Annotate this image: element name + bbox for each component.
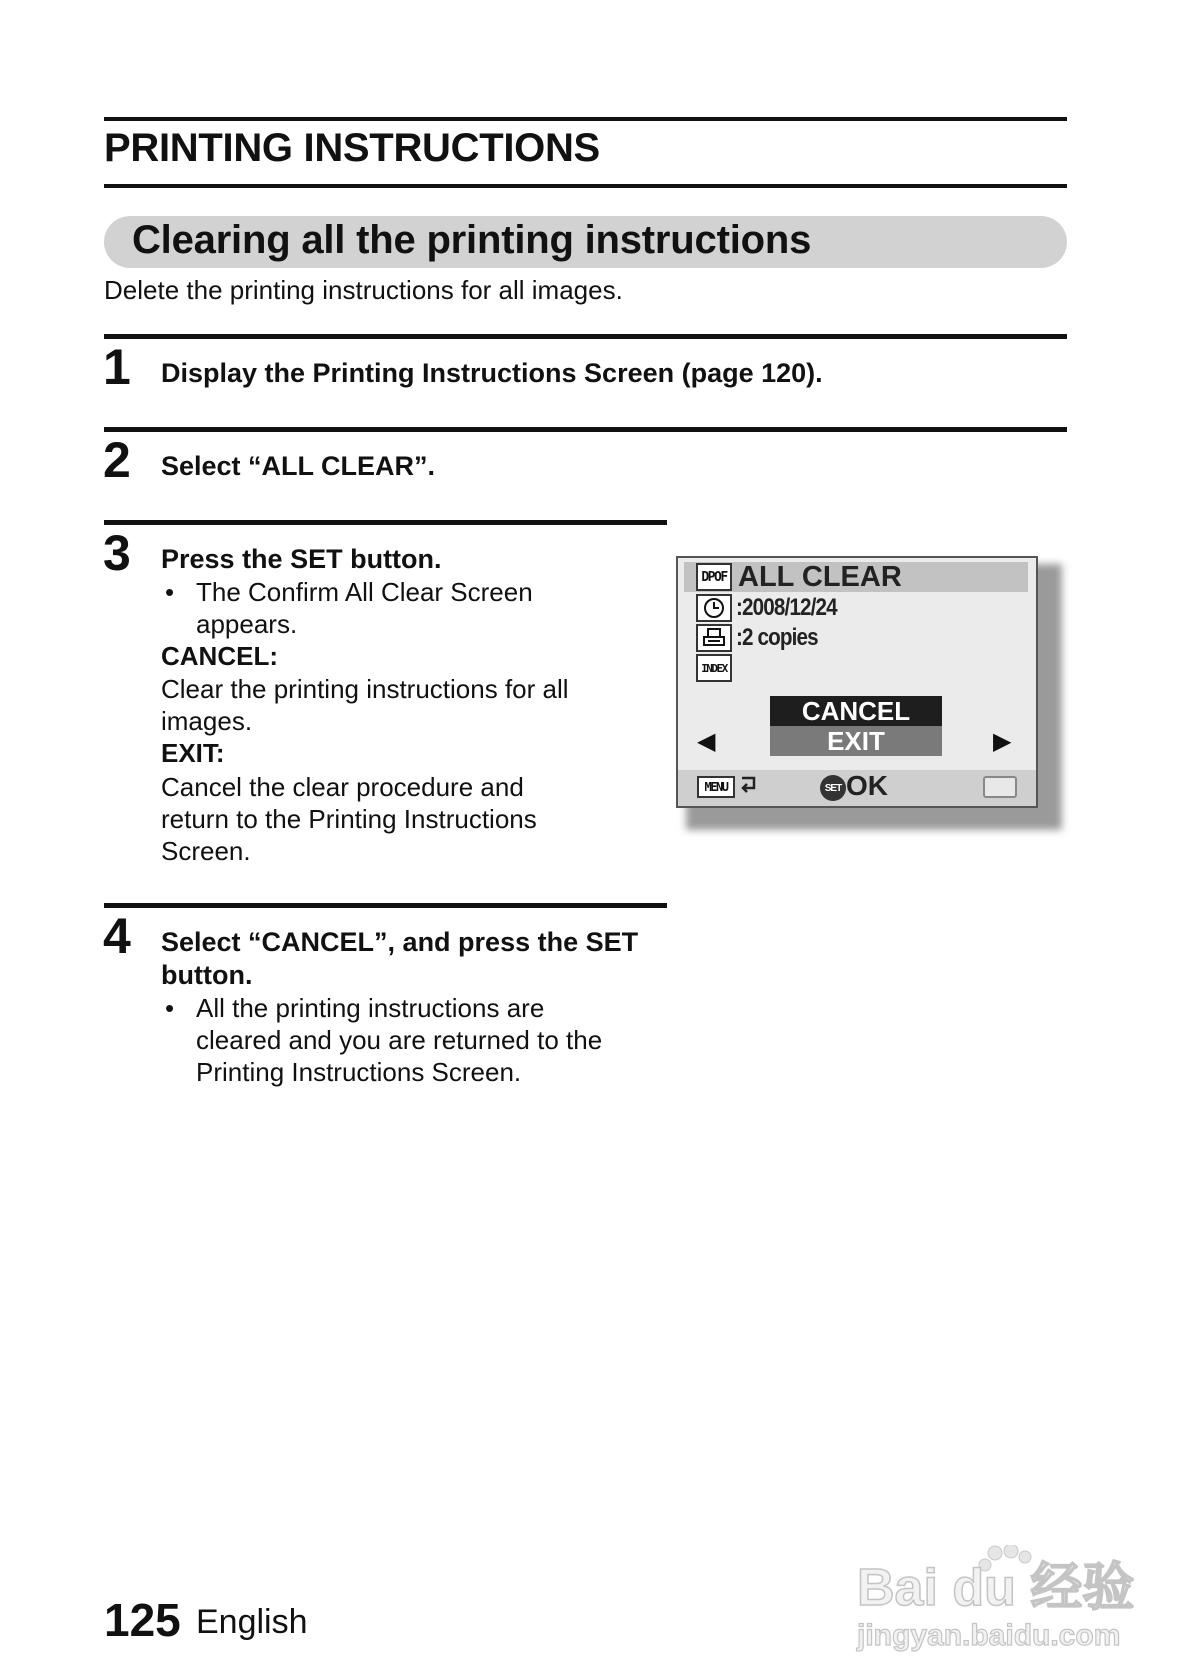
right-arrow-icon[interactable]: ▶ <box>993 728 1012 755</box>
section-title: PRINTING INSTRUCTIONS <box>104 126 600 170</box>
step-3-number: 3 <box>103 525 131 581</box>
step-4-bullet-line-3: Printing Instructions Screen. <box>196 1057 522 1087</box>
step-4-bullet-line-2: cleared and you are returned to the <box>196 1025 603 1055</box>
menu-icon[interactable]: MENU <box>697 776 735 798</box>
ok-label: OK <box>846 770 888 801</box>
step-2-number: 2 <box>103 432 131 488</box>
index-icon: INDEX <box>696 654 732 682</box>
screen-cancel-button[interactable]: CANCEL <box>770 696 942 726</box>
step-4-bullet-line-1: All the printing instructions are <box>196 993 545 1023</box>
step-4-bullet-dot: • <box>165 993 175 1023</box>
step-3-rule <box>104 520 667 525</box>
exit-desc-line-2: return to the Printing Instructions <box>161 804 537 834</box>
exit-desc-line-3: Screen. <box>161 836 251 866</box>
printer-icon <box>696 624 732 652</box>
step-4-title-line-2: button. <box>161 960 253 990</box>
screen-date: :2008/12/24 <box>736 594 837 621</box>
battery-icon <box>983 776 1017 798</box>
step-1-title: Display the Printing Instructions Screen (page 120). <box>161 358 823 388</box>
step-2-title: Select “ALL CLEAR”. <box>161 451 436 481</box>
screen-title: ALL CLEAR <box>738 561 902 593</box>
step-4-number: 4 <box>103 908 131 964</box>
page-language: English <box>196 1603 308 1641</box>
cancel-desc-line-2: images. <box>161 706 253 736</box>
watermark-line-1: Bai du 经验 <box>857 1559 1135 1617</box>
return-icon <box>738 774 758 803</box>
screen-exit-button[interactable]: EXIT <box>770 726 942 756</box>
top-rule <box>104 117 1067 121</box>
header-bottom-rule <box>104 184 1067 188</box>
watermark <box>855 1545 1155 1660</box>
clock-icon <box>696 594 732 622</box>
step-3-bullet-line-1: The Confirm All Clear Screen <box>196 577 533 607</box>
exit-desc-line-1: Cancel the clear procedure and <box>161 772 524 802</box>
cancel-desc-line-1: Clear the printing instructions for all <box>161 674 569 704</box>
subsection-title: Clearing all the printing instructions <box>132 218 812 262</box>
step-4-title-line-1: Select “CANCEL”, and press the SET <box>161 927 639 957</box>
intro-text: Delete the printing instructions for all images. <box>104 275 623 305</box>
step-4-rule <box>104 903 667 908</box>
step-2-rule <box>104 427 1067 432</box>
exit-label: EXIT: <box>161 738 225 768</box>
step-3-bullet-line-2: appears. <box>196 609 298 639</box>
step-1-rule <box>104 334 1067 339</box>
step-3-bullet-dot: • <box>165 577 175 607</box>
watermark-line-2: jingyan.baidu.com <box>857 1619 1121 1652</box>
cancel-label: CANCEL: <box>161 641 278 671</box>
step-3-title: Press the SET button. <box>161 544 442 574</box>
dpof-icon: DPOF <box>696 563 732 591</box>
step-1-number: 1 <box>103 339 131 395</box>
page-number: 125 <box>104 1594 181 1646</box>
screen-copies: :2 copies <box>736 624 818 651</box>
left-arrow-icon[interactable]: ◀ <box>697 728 716 755</box>
set-icon[interactable]: SET <box>820 775 846 801</box>
